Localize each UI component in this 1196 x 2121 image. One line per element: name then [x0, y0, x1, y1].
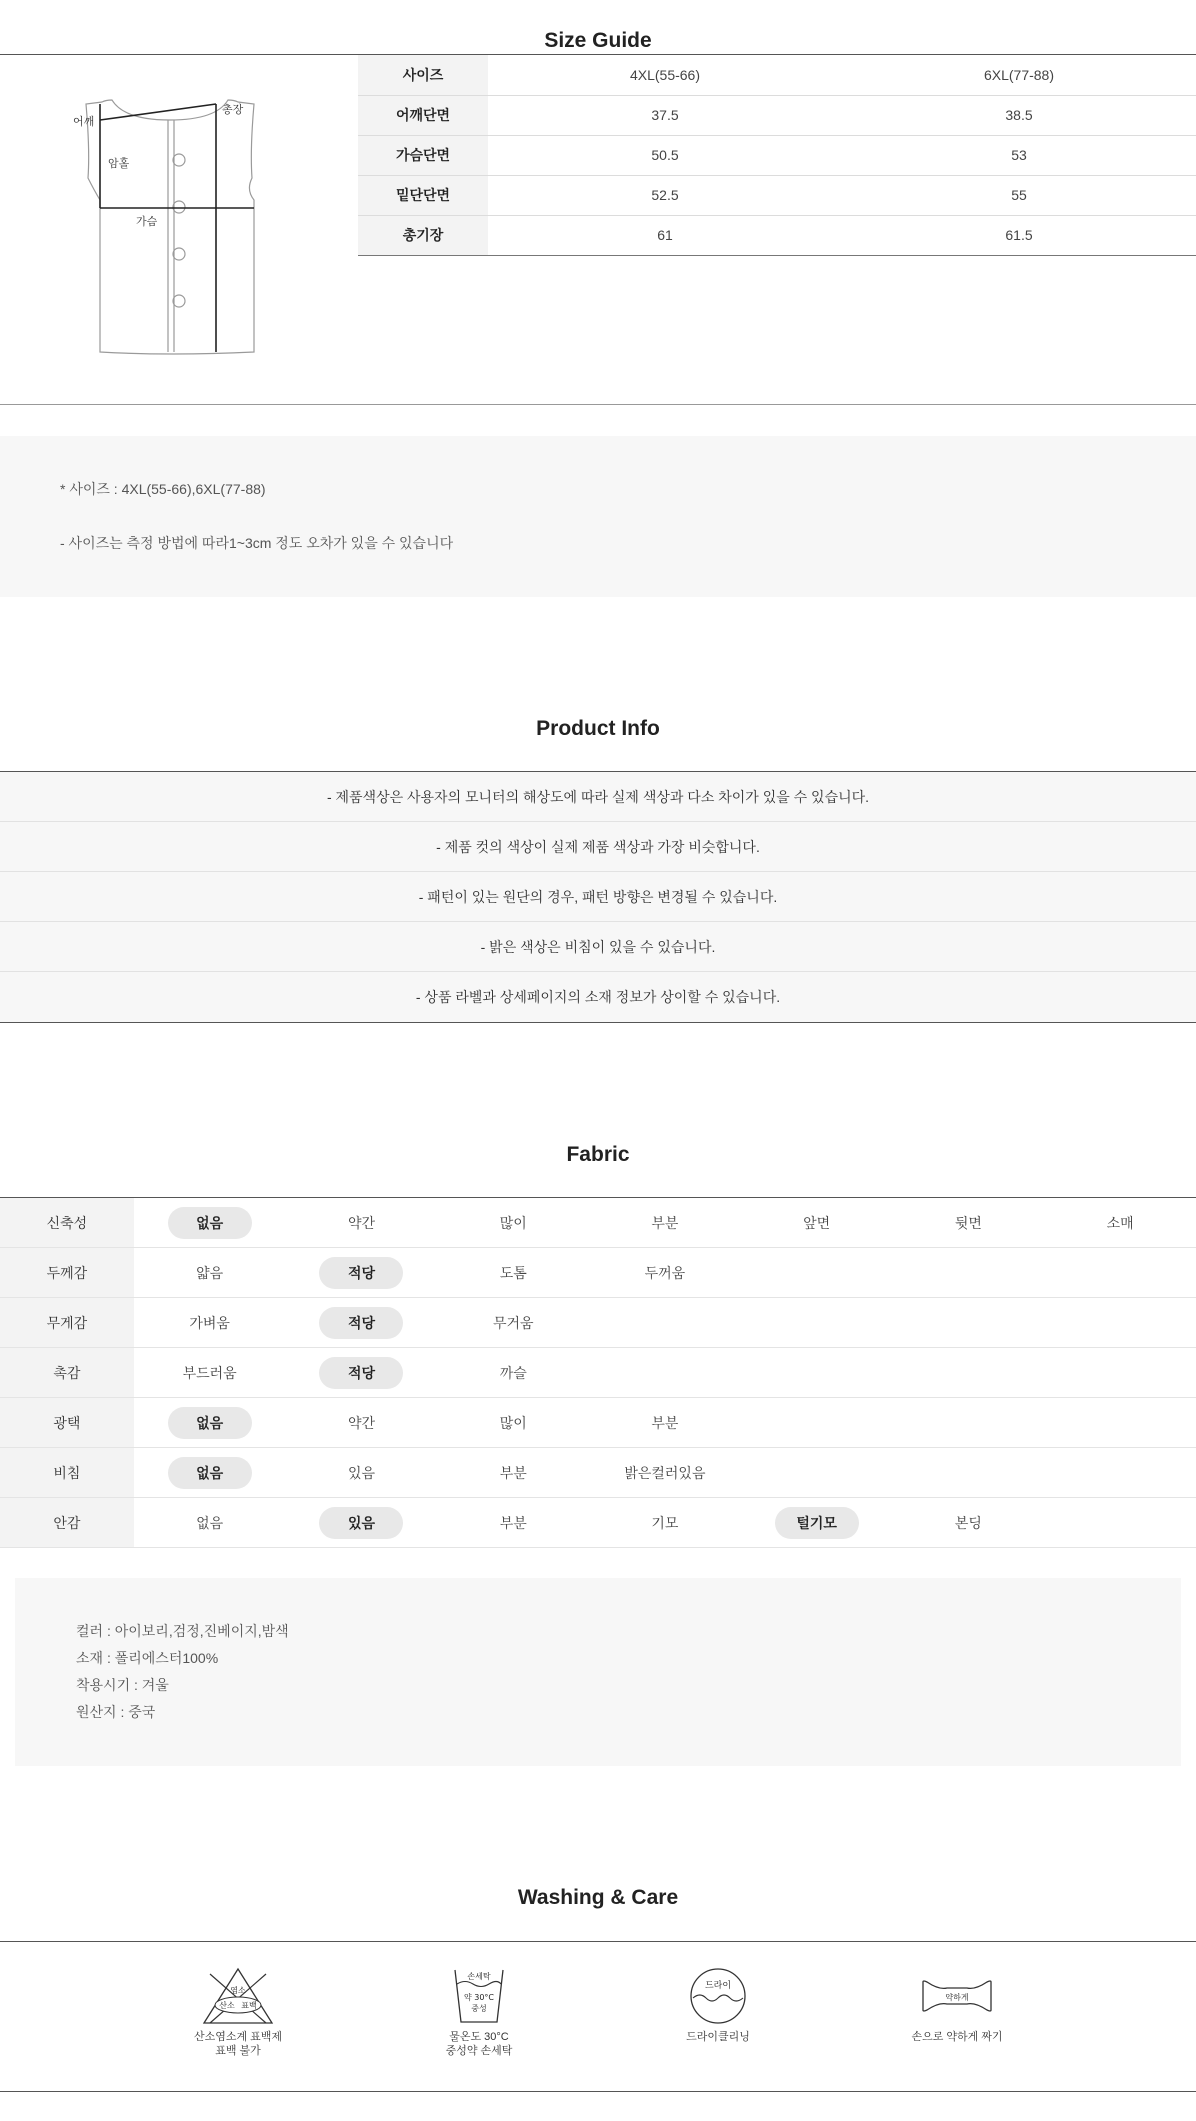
fabric-option-cell — [893, 1398, 1045, 1448]
fabric-option-cell — [286, 1448, 438, 1498]
vest-outline-illustration — [60, 90, 280, 370]
fabric-option-cell — [286, 1498, 438, 1548]
size-row-label: 어깨단면 — [358, 95, 488, 135]
fabric-option-cell — [741, 1298, 893, 1348]
size-column-header: 6XL(77-88) — [842, 55, 1196, 95]
product-info-list — [0, 771, 1196, 1023]
fabric-option-cell — [589, 1298, 741, 1348]
fabric-option-cell — [1044, 1298, 1196, 1348]
fabric-option: 많이 — [499, 1414, 527, 1431]
fabric-option-cell — [437, 1448, 589, 1498]
fabric-row-label: 두께감 — [0, 1248, 134, 1298]
no-bleach-icon-text: 표백 — [241, 2001, 257, 2010]
size-cell: 61 — [488, 215, 842, 255]
fabric-option-cell — [741, 1348, 893, 1398]
hand-wash-icon-text: 손세탁 — [467, 1972, 491, 1981]
washing-bottom-divider — [0, 2091, 1196, 2092]
fabric-option-cell — [589, 1398, 741, 1448]
no-bleach-icon — [200, 1966, 276, 2026]
fabric-detail-color: 컬러 : 아이보리,검정,진베이지,밤색 — [76, 1623, 289, 1639]
fabric-option-cell — [286, 1398, 438, 1448]
size-table-row — [358, 135, 1196, 175]
fabric-detail-season: 착용시기 : 겨울 — [76, 1677, 169, 1693]
care-label: 손으로 약하게 짜기 — [911, 2031, 1003, 2043]
fabric-row — [0, 1298, 1196, 1348]
size-row-label: 총기장 — [358, 215, 488, 255]
garment-size-diagram — [60, 90, 280, 370]
fabric-option-cell — [286, 1298, 438, 1348]
fabric-option: 있음 — [347, 1464, 376, 1481]
fabric-option-cell — [893, 1248, 1045, 1298]
fabric-option: 두꺼움 — [644, 1264, 686, 1281]
size-cell: 50.5 — [488, 135, 842, 175]
fabric-option-cell — [741, 1448, 893, 1498]
size-table-header-row — [358, 55, 1196, 95]
size-table-row — [358, 215, 1196, 255]
fabric-row-label: 촉감 — [0, 1348, 134, 1398]
fabric-option-selected: 털기모 — [775, 1507, 859, 1539]
fabric-option-cell — [589, 1498, 741, 1548]
size-cell: 55 — [842, 175, 1196, 215]
fabric-row-label: 무게감 — [0, 1298, 134, 1348]
care-item-no-bleach — [158, 1966, 318, 2058]
size-column-header: 4XL(55-66) — [488, 55, 842, 95]
fabric-option-selected: 적당 — [319, 1357, 403, 1389]
care-label: 물온도 30°C — [449, 2031, 509, 2043]
fabric-option-cell — [437, 1398, 589, 1448]
fabric-option-cell — [134, 1348, 286, 1398]
fabric-option: 약간 — [347, 1214, 376, 1231]
gentle-wring-icon-text: 약하게 — [945, 1993, 969, 2002]
no-bleach-icon-text: 산소 — [219, 2001, 235, 2010]
fabric-option-cell — [1044, 1448, 1196, 1498]
care-item-gentle-wring — [877, 1966, 1037, 2044]
fabric-option-cell — [589, 1198, 741, 1248]
fabric-row — [0, 1348, 1196, 1398]
size-guide-bottom-divider — [0, 404, 1196, 405]
fabric-option: 앞면 — [803, 1214, 831, 1231]
fabric-option: 기모 — [651, 1514, 679, 1531]
fabric-option-cell — [134, 1298, 286, 1348]
fabric-row — [0, 1448, 1196, 1498]
size-table-header-label: 사이즈 — [358, 55, 488, 95]
fabric-option: 밝은컬러있음 — [624, 1464, 706, 1481]
diagram-label-chest: 가슴 — [136, 216, 158, 228]
fabric-option-selected: 있음 — [319, 1507, 403, 1539]
fabric-option: 까슬 — [499, 1364, 527, 1381]
size-table — [358, 55, 1196, 256]
product-info-item: - 제품 컷의 색상이 실제 제품 색상과 가장 비슷합니다. — [0, 822, 1196, 872]
fabric-option: 뒷면 — [954, 1214, 982, 1231]
hand-wash-icon — [449, 1966, 509, 2026]
size-cell: 52.5 — [488, 175, 842, 215]
fabric-option: 부분 — [651, 1414, 679, 1431]
fabric-option: 약간 — [347, 1414, 376, 1431]
fabric-option: 없음 — [196, 1514, 224, 1531]
fabric-row-label: 안감 — [0, 1498, 134, 1548]
fabric-option-cell — [286, 1348, 438, 1398]
dry-clean-icon-text: 드라이 — [704, 1981, 732, 1991]
dry-clean-icon — [688, 1966, 748, 2026]
size-notes-box — [0, 436, 1196, 597]
fabric-option: 본딩 — [954, 1514, 982, 1531]
fabric-option: 얇음 — [196, 1264, 224, 1281]
size-guide-title: Size Guide — [544, 29, 652, 52]
fabric-option: 무거움 — [492, 1314, 534, 1331]
fabric-option-cell — [134, 1248, 286, 1298]
fabric-option-cell — [741, 1248, 893, 1298]
fabric-option-cell — [286, 1248, 438, 1298]
fabric-option: 부분 — [651, 1214, 679, 1231]
size-row-label: 밑단단면 — [358, 175, 488, 215]
fabric-option-cell — [589, 1248, 741, 1298]
care-label: 드라이클리닝 — [686, 2031, 750, 2043]
size-cell: 61.5 — [842, 215, 1196, 255]
fabric-option-cell — [893, 1348, 1045, 1398]
fabric-option-cell — [741, 1498, 893, 1548]
size-table-row — [358, 175, 1196, 215]
fabric-option-cell — [134, 1448, 286, 1498]
fabric-option-cell — [741, 1398, 893, 1448]
fabric-option-selected: 없음 — [168, 1407, 252, 1439]
fabric-option-cell — [134, 1398, 286, 1448]
fabric-title: Fabric — [566, 1143, 630, 1166]
care-item-dry-clean — [638, 1966, 798, 2044]
fabric-option-cell — [893, 1298, 1045, 1348]
product-info-item: - 제품색상은 사용자의 모니터의 해상도에 따라 실제 색상과 다소 차이가 있을 수 있습니다. — [0, 772, 1196, 822]
fabric-option-cell — [589, 1448, 741, 1498]
size-table-row — [358, 95, 1196, 135]
fabric-option: 부분 — [499, 1464, 527, 1481]
diagram-label-shoulder: 어깨 — [73, 116, 95, 128]
hand-wash-icon-text: 약 30°C — [463, 1993, 495, 2002]
care-label: 중성약 손세탁 — [445, 2045, 513, 2057]
fabric-option-cell — [1044, 1348, 1196, 1398]
fabric-option: 가벼움 — [189, 1314, 230, 1331]
no-bleach-icon-text: 염소 — [230, 1986, 246, 1995]
product-info-item: - 밝은 색상은 비침이 있을 수 있습니다. — [0, 922, 1196, 972]
fabric-row — [0, 1248, 1196, 1298]
size-cell: 37.5 — [488, 95, 842, 135]
diagram-label-armhole: 암홀 — [108, 158, 130, 170]
washing-care-title: Washing & Care — [517, 1886, 679, 1909]
size-note: - 사이즈는 측정 방법에 따라1~3cm 정도 오차가 있을 수 있습니다 — [60, 535, 454, 551]
fabric-option: 소매 — [1106, 1214, 1134, 1231]
fabric-row-label: 신축성 — [0, 1198, 134, 1248]
fabric-option: 도톰 — [499, 1264, 527, 1281]
fabric-detail-material: 소재 : 폴리에스터100% — [76, 1650, 219, 1666]
care-label: 표백 불가 — [215, 2045, 261, 2057]
fabric-option-cell — [893, 1198, 1045, 1248]
fabric-option-selected: 적당 — [319, 1257, 403, 1289]
fabric-row-label: 비침 — [0, 1448, 134, 1498]
fabric-option-cell — [1044, 1398, 1196, 1448]
fabric-option-cell — [1044, 1248, 1196, 1298]
fabric-row — [0, 1198, 1196, 1248]
fabric-table — [0, 1197, 1196, 1548]
fabric-option-cell — [893, 1498, 1045, 1548]
product-info-item: - 패턴이 있는 원단의 경우, 패턴 방향은 변경될 수 있습니다. — [0, 872, 1196, 922]
fabric-option: 부드러움 — [182, 1364, 237, 1381]
fabric-option: 부분 — [499, 1514, 527, 1531]
fabric-detail-origin: 원산지 : 중국 — [76, 1704, 156, 1720]
washing-top-divider — [0, 1941, 1196, 1942]
size-cell: 38.5 — [842, 95, 1196, 135]
fabric-row — [0, 1498, 1196, 1548]
fabric-option-cell — [437, 1298, 589, 1348]
fabric-option-selected: 적당 — [319, 1307, 403, 1339]
fabric-option-cell — [437, 1198, 589, 1248]
fabric-row-label: 광택 — [0, 1398, 134, 1448]
fabric-option-cell — [437, 1498, 589, 1548]
size-cell: 53 — [842, 135, 1196, 175]
care-item-hand-wash — [399, 1966, 559, 2058]
size-note: * 사이즈 : 4XL(55-66),6XL(77-88) — [60, 481, 266, 497]
gentle-wring-icon — [919, 1966, 995, 2026]
fabric-option-cell — [134, 1498, 286, 1548]
product-info-item: - 상품 라벨과 상세페이지의 소재 정보가 상이할 수 있습니다. — [415, 989, 781, 1005]
fabric-option-cell — [741, 1198, 893, 1248]
hand-wash-icon-text: 중성 — [471, 2004, 487, 2013]
fabric-option-selected: 없음 — [168, 1457, 252, 1489]
fabric-option-cell — [437, 1248, 589, 1298]
fabric-option-cell — [589, 1348, 741, 1398]
fabric-option: 많이 — [499, 1214, 527, 1231]
fabric-option-cell — [893, 1448, 1045, 1498]
product-info-title: Product Info — [536, 717, 660, 740]
fabric-row — [0, 1398, 1196, 1448]
diagram-label-length: 총장 — [222, 104, 244, 116]
care-label: 산소염소계 표백제 — [193, 2031, 283, 2043]
fabric-option-cell — [286, 1198, 438, 1248]
fabric-option-cell — [134, 1198, 286, 1248]
fabric-option-cell — [1044, 1498, 1196, 1548]
fabric-option-selected: 없음 — [168, 1207, 252, 1239]
fabric-details-box — [15, 1578, 1181, 1766]
fabric-option-cell — [437, 1348, 589, 1398]
size-row-label: 가슴단면 — [358, 135, 488, 175]
fabric-option-cell — [1044, 1198, 1196, 1248]
